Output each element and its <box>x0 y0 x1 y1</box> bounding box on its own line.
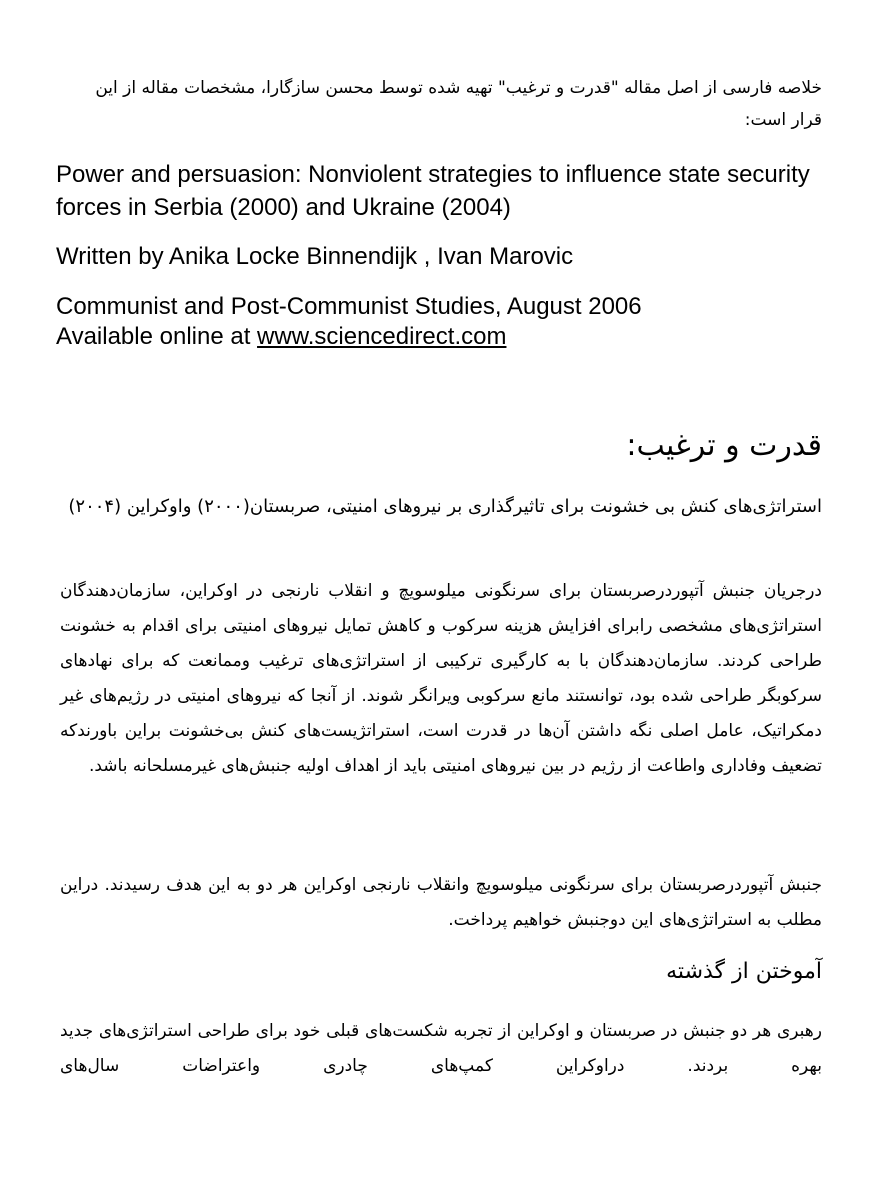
journal-line: Communist and Post-Communist Studies, August 2006 <box>56 293 642 320</box>
availability-line <box>56 322 642 352</box>
paragraph-3: رهبری هر دو جنبش در صربستان و اوکراین از تجربه شکست‌های قبلی خود برای طراحی استراتژی‌های جدید بهره بردند. دراوکراین کمپ‌های چادری واعتراضات سال‌های <box>60 1021 822 1076</box>
availability-prefix: Available online at <box>56 323 258 350</box>
paragraph-2: جنبش آتپوردرصربستان برای سرنگونی میلوسویچ وانقلاب نارنجی اوکراین هر دو به این هدف رسیدند. دراین مطلب به استراتژی‌های این دوجنبش خواهیم پرداخت. <box>60 875 822 930</box>
paragraph-1: درجریان جنبش آتپوردرصربستان برای سرنگونی میلوسویچ و انقلاب نارنجی در اوکراین، سازمان‌دهندگان استراتژی‌های مشخصی رابرای افزایش هزینه سرکوب و کاهش تمایل نیروهای امنیتی برای اقدام به خشونت طراحی کردند. سازمان‌دهندگان با به کارگیری ترکیبی از استراتژی‌های ترغیب وممانعت که برای نهادهای سرکوبگر طراحی شده بود، توانستند مانع سرکوبی ویرانگر شوند. از آنجا که نیروهای امنیتی در رژیم‌های غیر دمکراتیک، عامل اصلی نگه داشتن آن‌ها در قدرت است، استراتژیست‌های کنش بی‌خشونت براین باورندکه تضعیف وفاداری واطاعت از رژیم در بین نیروهای امنیتی باید از اهداف اولیه جنبش‌های غیرمسلحانه باشد. <box>60 581 822 776</box>
article-source <box>56 292 642 352</box>
article-authors: Written by Anika Locke Binnendijk , Ivan Marovic <box>56 243 574 270</box>
persian-intro: خلاصه فارسی از اصل مقاله "قدرت و ترغیب" تهیه شده توسط محسن سازگارا، مشخصات مقاله از این قرار است: <box>95 78 822 130</box>
section-heading: آموختن از گذشته <box>666 959 822 984</box>
article-title: Power and persuasion: Nonviolent strategies to influence state security forces in Serbia (2000) and Ukraine (2004) <box>56 161 810 221</box>
persian-subtitle: استراتژی‌های کنش بی خشونت برای تاثیرگذاری بر نیروهای امنیتی، صربستان(۲۰۰۰) واوکراین (۲۰۰۴) <box>68 496 822 517</box>
persian-heading: قدرت و ترغیب: <box>626 428 822 463</box>
sciencedirect-link[interactable]: www.sciencedirect.com <box>257 323 507 350</box>
